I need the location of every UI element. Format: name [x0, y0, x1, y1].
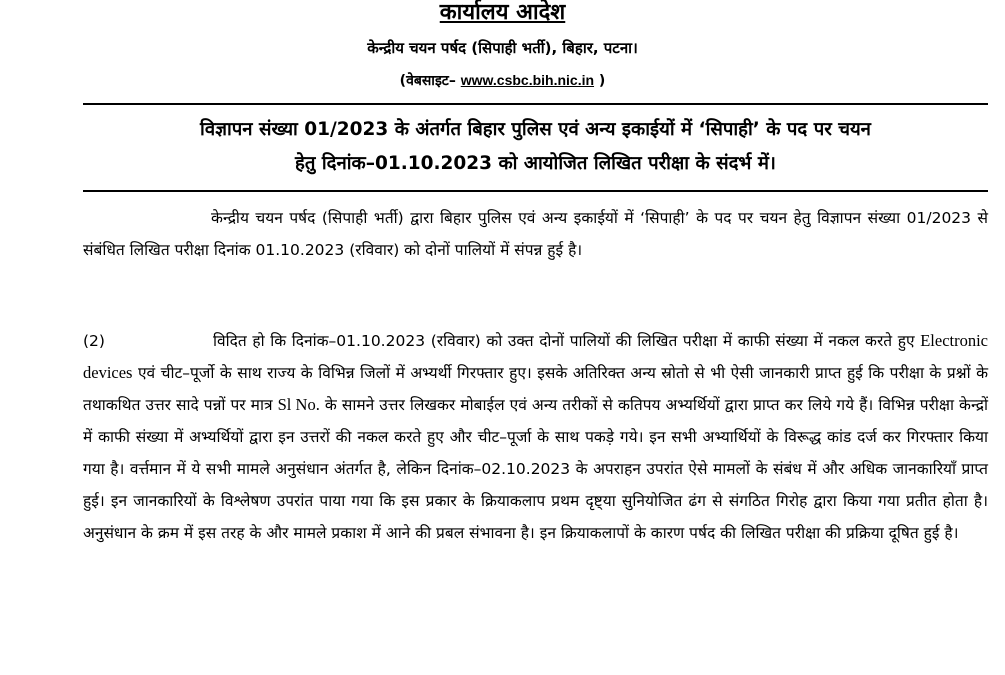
subject-line-2: हेतु दिनांक–01.10.2023 को आयोजित लिखित परीक्षा के संदर्भ में। — [295, 153, 776, 174]
document-title: कार्यालय आदेश — [439, 0, 566, 25]
paragraph-1 — [83, 202, 988, 266]
paragraph-2-text-b: एवं चीट–पूर्जो के साथ राज्य के विभिन्न जिलों में अभ्यर्थी गिरफ्तार हुए। इसके अतिरिक्त अन्य स्रोतो से भी ऐसी जानकारी प्राप्त हुई कि परीक्षा के प्रश्नों के तथाकथित उत्तर सादे पन्नों पर मात्र — [83, 364, 988, 414]
website-prefix: (वेबसाइट– — [399, 73, 461, 89]
subject-line-1: विज्ञापन संख्या 01/2023 के अंतर्गत बिहार पुलिस एवं अन्य इकाईयों में ‘सिपाही’ के पद पर चयन — [200, 119, 871, 140]
subject-heading — [83, 113, 988, 181]
paragraph-2 — [83, 325, 988, 549]
website-link[interactable]: www.csbc.bih.nic.in — [460, 72, 595, 88]
paragraph-number: (2) — [83, 332, 105, 350]
paragraph-2-latin-b: Sl No. — [277, 395, 320, 414]
paragraph-2-latin-a: Electronic devices — [83, 331, 988, 382]
subject-top-rule — [83, 103, 988, 105]
paragraph-2-text-a: विदित हो कि दिनांक–01.10.2023 (रविवार) को उक्त दोनों पालियों की लिखित परीक्षा में काफी संख्या में नकल करते हुए — [213, 332, 921, 350]
paragraph-2-text-c: के सामने उत्तर लिखकर मोबाईल एवं अन्य तरीकों से कतिपय अभ्यर्थियों द्वारा प्राप्त कर लिये गये हैं। विभिन्न परीक्षा केन्द्रों में काफी संख्या में अभ्यर्थियों द्वारा इन उत्तरों की नकल करते हुए और चीट–पूर्जा के साथ पकड़े गये। इन सभी अभ्यार्थियों के विरूद्ध कांड दर्ज कर गिरफ्तार किया गया है। वर्त्तमान में ये सभी मामले अनुसंधान अंतर्गत है, लेकिन दिनांक–02.10.2023 के अपराहन उपरांत ऐसे मामलों के संबंध में और अधिक जानकारियाँ प्राप्त हुई। इन जानकारियों के विश्लेषण उपरांत पाया गया कि इस प्रकार के क्रियाकलाप प्रथम दृष्ट्या सुनियोजित ढंग से संगठित गिरोह द्वारा किया गया प्रतीत होता है। अनुसंधान के क्रम में इस तरह के और मामले प्रकाश में आने की प्रबल संभावना है। इन क्रियाकलापों के कारण पर्षद की लिखित परीक्षा की प्रक्रिया दूषित हुई है। — [83, 396, 988, 542]
issuing-authority: केन्द्रीय चयन पर्षद (सिपाही भर्ती), बिहार, पटना। — [367, 39, 638, 57]
paragraph-1-text: केन्द्रीय चयन पर्षद (सिपाही भर्ती) द्वारा बिहार पुलिस एवं अन्य इकाईयों में ‘सिपाही’ के पद पर चयन हेतु विज्ञापन संख्या 01/2023 से संबंधित लिखित परीक्षा दिनांक 01.10.2023 (रविवार) को दोनों पालियों में संपन्न हुई है। — [83, 209, 988, 259]
website-suffix: ) — [594, 73, 606, 89]
subject-bottom-rule — [83, 190, 988, 192]
website-line — [0, 69, 1005, 92]
